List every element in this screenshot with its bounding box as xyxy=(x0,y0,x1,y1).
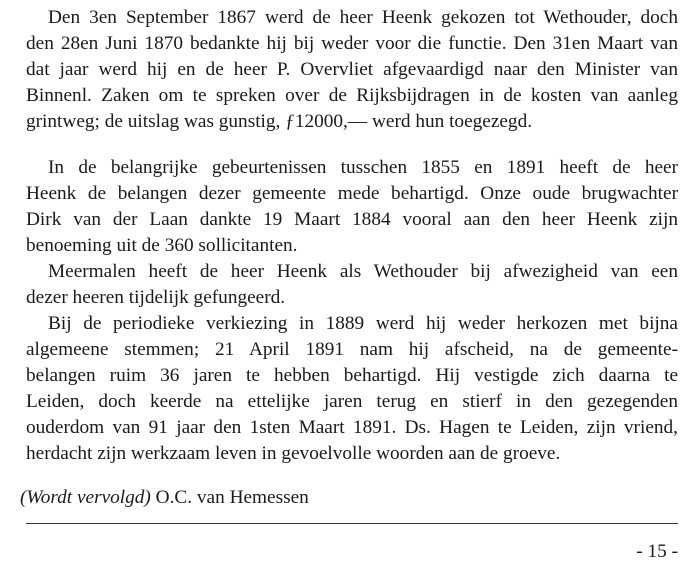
paragraph-4-line-3: belangen ruim 36 jaren te hebben behartigd. Hij vestigde zich daarna te xyxy=(26,365,678,386)
paragraph-1-line-4: Binnenl. Zaken om te spreken over de Rijksbijdragen in de kosten van aanleg xyxy=(26,85,678,106)
paragraph-2-line-3: Dirk van der Laan dankte 19 Maart 1884 vooral aan den heer Heenk zijn xyxy=(26,209,678,230)
paragraph-4-line-4: Leiden, doch keerde na ettelijke jaren terug en stierf in den gezegenden xyxy=(26,391,678,412)
paragraph-3-line-2: dezer heeren tijdelijk gefungeerd. xyxy=(26,287,286,308)
author-name: O.C. van Hemessen xyxy=(155,487,309,508)
paragraph-4-line-6: herdacht zijn werkzaam leven in gevoelvolle woorden aan de groeve. xyxy=(26,443,561,464)
continued-note: (Wordt vervolgd) xyxy=(20,487,151,508)
footer-divider xyxy=(26,523,678,524)
signature-line xyxy=(20,486,309,510)
paragraph-4-line-5: ouderdom van 91 jaar den 1sten Maart 1891. Ds. Hagen te Leiden, zijn vriend, xyxy=(26,417,678,438)
paragraph-4-line-2: algemeene stemmen; 21 April 1891 nam hij afscheid, na de gemeente- xyxy=(26,339,678,360)
paragraph-1-line-2: den 28en Juni 1870 bedankte hij bij weder voor die functie. Den 31en Maart van xyxy=(26,33,678,54)
paragraph-2-line-1: In de belangrijke gebeurtenissen tusschen 1855 en 1891 heeft de heer xyxy=(48,157,678,178)
paragraph-2-line-2: Heenk de belangen dezer gemeente mede behartigd. Onze oude brugwachter xyxy=(26,183,678,204)
paragraph-1-line-5: grintweg; de uitslag was gunstig, ƒ12000,–– werd hun toegezegd. xyxy=(26,111,533,132)
paragraph-3-line-1: Meermalen heeft de heer Heenk als Wethouder bij afwezigheid van een xyxy=(48,261,678,282)
paragraph-2-line-4: benoeming uit de 360 sollicitanten. xyxy=(26,235,298,256)
paragraph-1-line-1: Den 3en September 1867 werd de heer Heenk gekozen tot Wethouder, doch xyxy=(48,7,678,28)
paragraph-4-line-1: Bij de periodieke verkiezing in 1889 werd hij weder herkozen met bijna xyxy=(48,313,678,334)
page-number: - 15 - xyxy=(636,541,678,562)
paragraph-1-line-3: dat jaar werd hij en de heer P. Overvliet afgevaardigd naar den Minister van xyxy=(26,59,678,80)
